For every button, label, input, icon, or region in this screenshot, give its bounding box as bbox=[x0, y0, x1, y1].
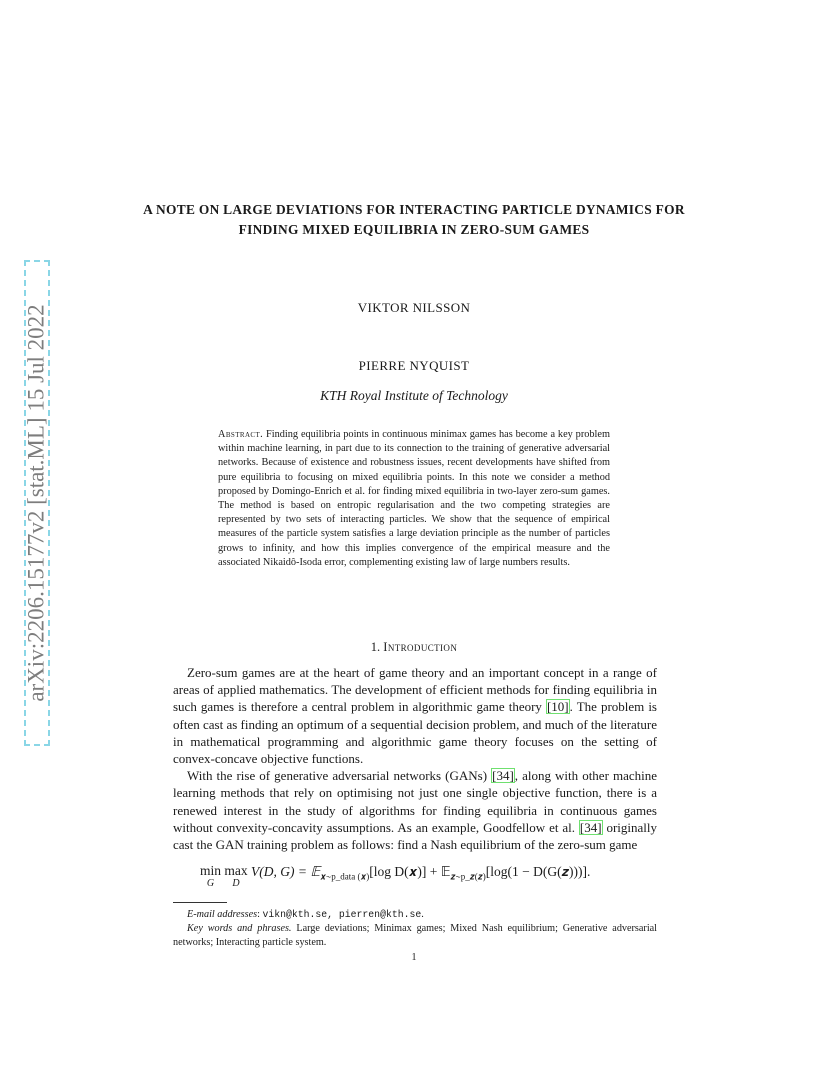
paragraph-1-text-end: . The problem is often cast as finding an optimum of a sequential decision problem, and much of the literature in mathematical programming and algorithmic game theory focuses on the setting of convex-concave objective functions. bbox=[173, 699, 657, 767]
paragraph-2-text-mid: , along with other machine learning methods that rely on optimising not just one single objective function, there is a renewed interest in the study of algorithms for finding equilibria in continuous games without convexity-concavity assumptions. As an example, Goodfellow et al. bbox=[173, 768, 657, 835]
gan-objective-equation bbox=[200, 864, 590, 890]
paragraph-1-text: Zero-sum games are at the heart of game theory and an important concept in a range of areas of applied mathematics. The development of efficient methods for finding equilibria in such games is therefore a central problem in algorithmic game theory bbox=[173, 665, 657, 715]
abstract-text: Finding equilibria points in continuous minimax games has become a key problem within machine learning, in part due to its connection to the training of generative adversarial networks. Because of existence and robustness issues, recent developments have shifted from pure equilibria to focusing on mixed equilibria points. In this note we consider a method proposed by Domingo-Enrich et al. for finding mixed equilibria in two-layer zero-sum games. The method is based on entropic regularisation and the two competing strategies are represented by two sets of interacting particles. We show that the sequence of empirical measures of the particle system satisfies a large deviation principle as the number of particles grows to infinity, and how this implies convergence of the empirical measure and the associated Nikaidô-Isoda error, complementing existing law of large numbers results. bbox=[218, 429, 610, 568]
author-1: VIKTOR NILSSON bbox=[357, 300, 471, 315]
equation-sub-1: 𝒙∼p_data (𝒙) bbox=[320, 871, 370, 882]
footnote-divider bbox=[173, 902, 227, 903]
citation-link[interactable]: [34] bbox=[579, 819, 602, 835]
paragraph-1 bbox=[173, 664, 657, 767]
paragraph-2-text: With the rise of generative adversarial networks (GANs) bbox=[187, 768, 492, 784]
email-footnote: E-mail addresses: vikn@kth.se, pierren@kth.se. bbox=[187, 909, 424, 920]
paragraph-2-text-end: originally cast the GAN training problem as follows: find a Nash equilibrium of the zero-sum game bbox=[173, 819, 658, 853]
citation-link[interactable]: [34] bbox=[492, 768, 514, 784]
section-title: Introduction bbox=[383, 640, 458, 654]
keywords-footnote bbox=[173, 922, 657, 950]
equation-sub-2: 𝒛∼p_𝒛(𝒛) bbox=[450, 871, 486, 882]
keywords: Large deviations; Minimax games; Mixed Nash equilibrium; Generative adversarial networks; Interacting particle system. bbox=[173, 922, 657, 948]
equation-rhs-1: V(D, G) = 𝔼 bbox=[251, 864, 321, 879]
abstract bbox=[218, 428, 610, 570]
email-addresses[interactable]: vikn@kth.se, pierren@kth.se bbox=[262, 909, 422, 920]
section-number: 1. bbox=[370, 640, 381, 654]
footnotes bbox=[173, 908, 657, 949]
page-number: 1 bbox=[411, 952, 417, 963]
arxiv-stamp bbox=[24, 260, 50, 746]
paper-title: A NOTE ON LARGE DEVIATIONS FOR INTERACTING PARTICLE DYNAMICS FOR FINDING MIXED EQUILIBRIA IN ZERO-SUM GAMES bbox=[143, 202, 685, 237]
min-operator: min G bbox=[200, 863, 222, 889]
keywords-label: Key words and phrases. bbox=[187, 922, 292, 934]
equation-rhs-2: [log D(𝒙)] + 𝔼 bbox=[369, 864, 451, 879]
author-2: PIERRE NYQUIST bbox=[358, 358, 470, 373]
equation-rhs-3: [log(1 − D(G(𝒛)))]. bbox=[485, 864, 591, 879]
email-label: E-mail addresses bbox=[187, 909, 258, 920]
section-heading bbox=[0, 640, 828, 655]
abstract-label: Abstract. bbox=[218, 429, 264, 440]
max-operator: max D bbox=[224, 863, 248, 889]
body-text bbox=[173, 664, 657, 853]
arxiv-identifier: arXiv:2206.15177v2 [stat.ML] 15 Jul 2022 bbox=[24, 304, 50, 702]
paragraph-2 bbox=[173, 767, 657, 853]
affiliation: KTH Royal Institute of Technology bbox=[320, 388, 508, 403]
citation-link[interactable]: [10] bbox=[546, 699, 569, 715]
